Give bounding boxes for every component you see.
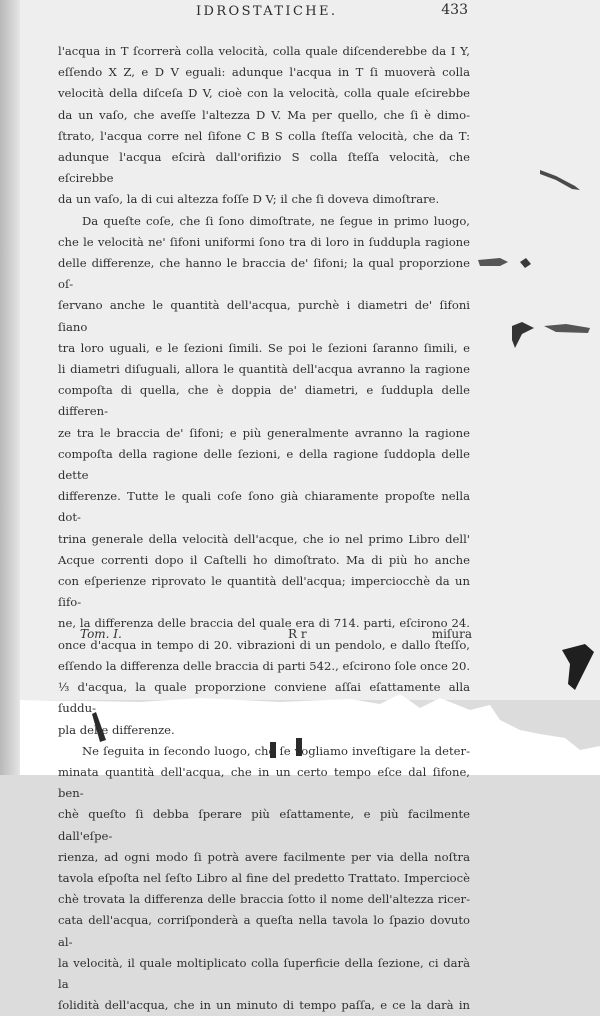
text-line: ſervano anche le quantità dell'acqua, purchè i diametri de' ſifoni ſiano	[58, 298, 470, 334]
text-line: delle differenze, che hanno le braccia de' ſifoni; la qual proporzione oſ-	[58, 256, 470, 292]
body-text	[58, 41, 470, 1016]
catchword: miſura	[431, 627, 472, 641]
page-footer	[80, 627, 472, 647]
ink-mark	[520, 258, 531, 268]
ink-mark	[562, 644, 594, 690]
text-line: tavola eſpoſta nel ſeſto Libro al fine del predetto Trattato. Imperciocè	[58, 870, 470, 885]
text-line: da un vaſo, che aveſſe l'altezza D V. Ma per quello, che ſi è dimo-	[58, 107, 470, 122]
volume-label: Tom. I.	[80, 627, 122, 641]
text-line: la velocità, il quale moltiplicato colla ſuperficie della ſezione, ci darà la	[58, 955, 470, 991]
text-line: tra loro uguali, e le ſezioni ſimili. Se poi le ſezioni ſaranno ſimili, e	[58, 340, 470, 355]
text-line: ne, la differenza delle braccia del quale era di 714. parti, eſcirono 24.	[58, 616, 470, 631]
page-number: 433	[441, 2, 468, 18]
text-line: compoſta della ragione delle ſezioni, e della ragione ſuddopla delle dette	[58, 446, 470, 483]
text-line: compoſta di quella, che è doppia de' diametri, e ſuddupla delle differen-	[58, 383, 470, 419]
text-line: chè trovata la differenza delle braccia ſotto il nome dell'altezza ricer-	[58, 892, 470, 907]
text-line: ze tra le braccia de' ſifoni; e più generalmente avranno la ragione	[58, 425, 470, 440]
text-line: differenze. Tutte le quali coſe ſono già chiaramente propoſte nella dot-	[58, 489, 470, 525]
text-line: Ne ſeguita in ſecondo luogo, che ſe vogliamo inveſtigare la deter-	[82, 743, 470, 758]
text-line: eſſendo X Z, e D V eguali: adunque l'acqua in T ſi muoverà colla	[58, 65, 470, 80]
text-line: l'acqua in T ſcorrerà colla velocità, colla quale diſcenderebbe da I Y,	[58, 44, 470, 58]
text-line: ſolidità dell'acqua, che in un minuto di tempo paſſa, e ce la darà in	[58, 998, 470, 1013]
text-line: ⅓ d'acqua, la quale proporzione conviene aſſai eſattamente alla ſuddu-	[58, 680, 470, 716]
running-title: IDROSTATICHE.	[196, 4, 338, 19]
ink-mark	[540, 170, 580, 190]
text-line: once d'acqua in tempo di 20. vibrazioni di un pendolo, e dallo ſteſſo,	[58, 637, 470, 652]
signature-mark: R r	[288, 627, 307, 641]
ink-mark	[512, 322, 534, 348]
ink-mark	[544, 324, 590, 333]
text-line: adunque l'acqua eſcirà dall'orifizio S colla ſteſſa velocità, che eſcirebbe	[58, 150, 470, 186]
text-line: da un vaſo, la di cui altezza foſſe D V; il che ſi doveva dimoſtrare.	[58, 192, 440, 207]
page-header	[58, 2, 468, 24]
text-line: eſſendo la differenza delle braccia di parti 542., eſcirono ſole once 20.	[58, 658, 470, 673]
text-line: velocità della diſceſa D V, cioè con la velocità, colla quale eſcirebbe	[58, 86, 470, 101]
text-line: chè queſto ſi debba ſperare più eſattamente, e più facilmente dall'eſpe-	[58, 807, 470, 843]
text-line: con eſperienze riprovato le quantità dell'acqua; imperciocchè da un ſifo-	[58, 574, 470, 610]
text-line: minata quantità dell'acqua, che in un certo tempo eſce dal ſifone, ben-	[58, 764, 470, 801]
text-line: Da queſte coſe, che ſi ſono dimoſtrate, ne ſegue in primo luogo,	[82, 213, 470, 228]
text-line: cata dell'acqua, corriſponderà a queſta nella tavola lo ſpazio dovuto al-	[58, 913, 470, 949]
text-line: ſtrato, l'acqua corre nel ſifone C B S colla ſteſſa velocità, che da T:	[58, 128, 470, 143]
text-line: li diametri diſuguali, allora le quantità dell'acqua avranno la ragione	[58, 362, 470, 377]
ink-mark	[478, 258, 508, 266]
text-line: che le velocità ne' ſifoni uniformi ſono tra di loro in ſuddupla ragione	[58, 234, 470, 249]
text-line: trina generale della velocità dell'acque, che io nel primo Libro dell'	[58, 531, 470, 546]
text-line: Acque correnti dopo il Caſtelli ho dimoſtrato. Ma di più ho anche	[58, 552, 470, 567]
text-line: pla delle differenze.	[58, 722, 175, 737]
text-line: rienza, ad ogni modo ſi potrà avere facilmente per via della noſtra	[58, 849, 470, 864]
